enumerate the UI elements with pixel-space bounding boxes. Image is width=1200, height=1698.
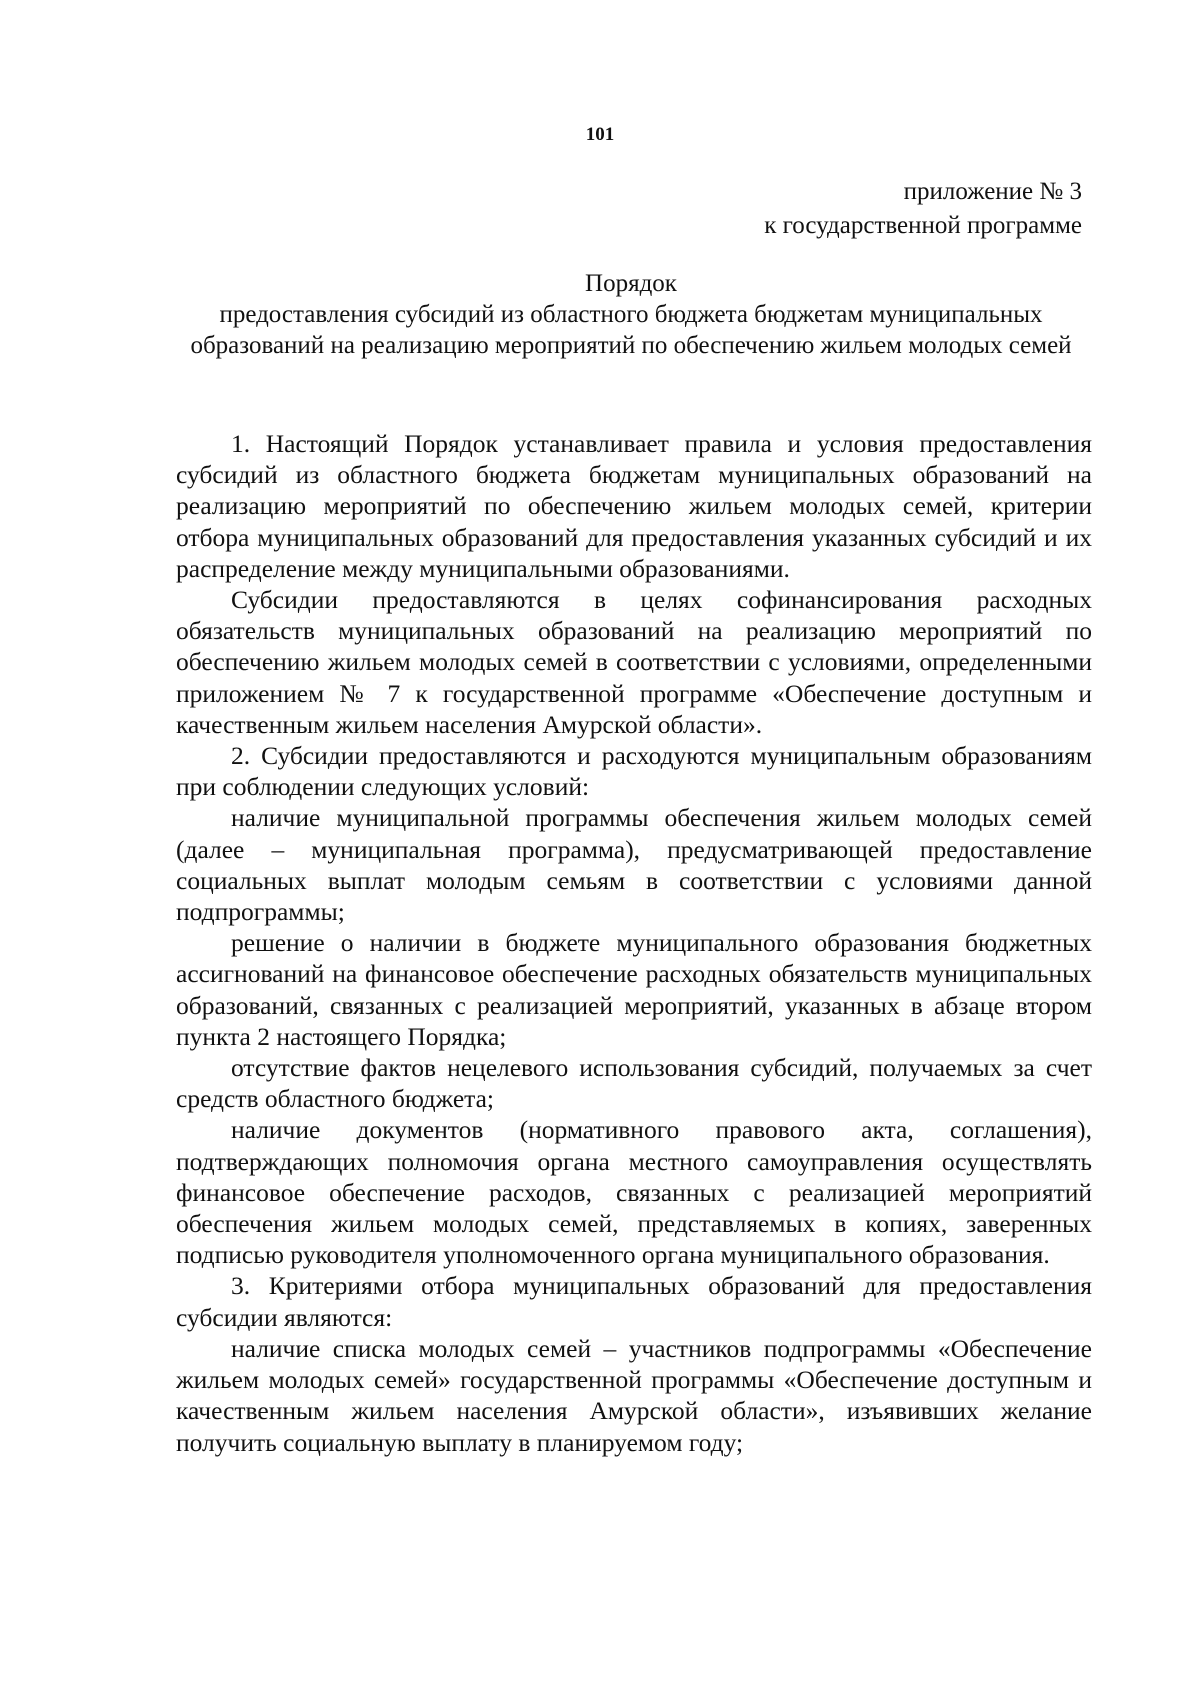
- paragraph: 3. Критериями отбора муниципальных образований для предоставления субсидии являются:: [176, 1271, 1092, 1332]
- document-title: [170, 268, 1092, 361]
- paragraph: решение о наличии в бюджете муниципального образования бюджетных ассигнований на финансовое обеспечение расходных обязательств муниципальных образований, связанных с реализацией мероприятий, указанных в абзаце втором пункта 2 настоящего Порядка;: [176, 928, 1092, 1051]
- appendix-line-2: к государственной программе: [764, 212, 1082, 239]
- page-number: 101: [585, 124, 615, 145]
- appendix-line-1: приложение № 3: [903, 178, 1082, 205]
- document-body: [176, 428, 1092, 1458]
- paragraph: наличие списка молодых семей – участников подпрограммы «Обеспечение жильем молодых семей» государственной программы «Обеспечение доступным и качественным жильем населения Амурской области», изъявивших желание получить социальную выплату в планируемом году;: [176, 1333, 1092, 1457]
- paragraph: наличие муниципальной программы обеспечения жильем молодых семей (далее – муниципальная программа), предусматривающей предоставление социальных выплат молодым семьям в соответствии с условиями данной подпрограммы;: [176, 803, 1092, 927]
- paragraph: наличие документов (нормативного правового акта, соглашения), подтверждающих полномочия органа местного самоуправления осуществлять финансовое обеспечение расходов, связанных с реализацией мероприятий обеспечения жильем молодых семей, представляемых в копиях, заверенных подписью руководителя уполномоченного органа муниципального образования.: [176, 1115, 1092, 1270]
- paragraph: отсутствие фактов нецелевого использования субсидий, получаемых за счет средств областного бюджета;: [176, 1053, 1092, 1114]
- paragraph: 2. Субсидии предоставляются и расходуются муниципальным образованиям при соблюдении следующих условий:: [176, 741, 1092, 802]
- paragraph: 1. Настоящий Порядок устанавливает правила и условия предоставления субсидий из областного бюджета бюджетам муниципальных образований на реализацию мероприятий по обеспечению жильем молодых семей, критерии отбора муниципальных образований для предоставления указанных субсидий и их распределение между муниципальными образованиями.: [176, 429, 1092, 583]
- appendix-reference: [482, 175, 1082, 243]
- title-subtitle: предоставления субсидий из областного бюджета бюджетам муниципальных образований на реализацию мероприятий по обеспечению жильем молодых семей: [190, 301, 1072, 359]
- paragraph: Субсидии предоставляются в целях софинансирования расходных обязательств муниципальных образований на реализацию мероприятий по обеспечению жильем молодых семей в соответствии с условиями, определенными приложением № 7 к государственной программе «Обеспечение доступным и качественным жильем населения Амурской области».: [176, 585, 1092, 739]
- title-heading: Порядок: [585, 270, 677, 297]
